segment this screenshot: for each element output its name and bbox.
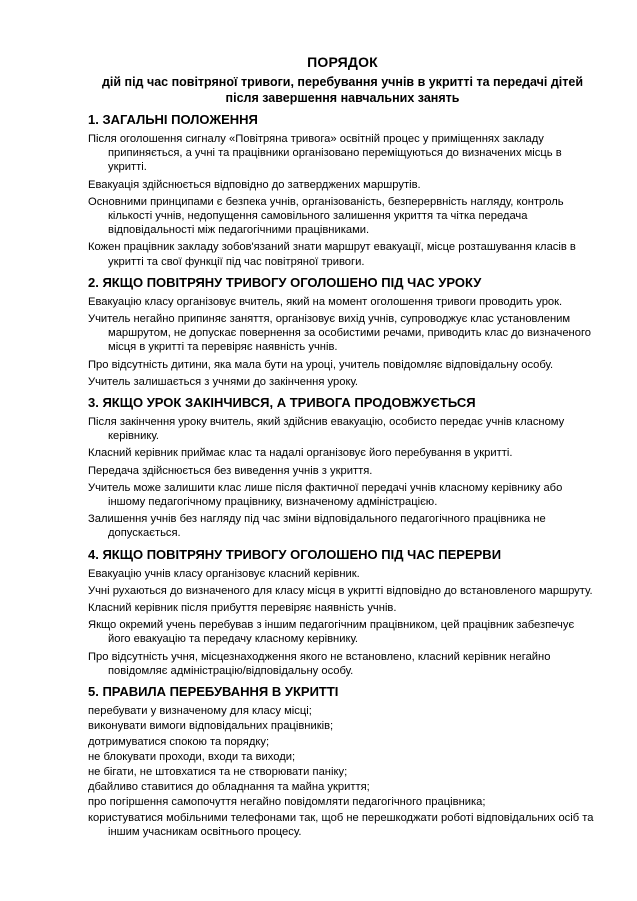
list-item: дбайливо ставитися до обладнання та майна укриття;	[88, 781, 370, 794]
section-general-provisions	[88, 112, 597, 269]
list-item: користуватися мобільними телефонами так, щоб не перешкоджати роботі відповідальних осіб та іншим учасникам освітнього процесу.	[88, 811, 594, 838]
document-subtitle: дій під час повітряної тривоги, перебування учнів в укритті та передачі дітей після завершення навчальних занять	[101, 75, 584, 105]
section-heading: 5. ПРАВИЛА ПЕРЕБУВАННЯ В УКРИТТІ	[88, 684, 339, 700]
list-item: дотримуватися спокою та порядку;	[88, 735, 270, 748]
paragraph: Про відсутність учня, місцезнаходження якого не встановлено, класний керівник негайно повідомляє адміністрацію/відповідальну особу.	[88, 650, 551, 677]
section-shelter-rules	[88, 684, 597, 839]
paragraph: Учні рухаються до визначеного для класу місця в укритті відповідно до встановленого маршруту.	[88, 584, 593, 597]
list-item: не блокувати проходи, входи та виходи;	[88, 750, 296, 763]
section-heading: 4. ЯКЩО ПОВІТРЯНУ ТРИВОГУ ОГОЛОШЕНО ПІД ЧАС ПЕРЕРВИ	[88, 546, 502, 562]
section-heading: 3. ЯКЩО УРОК ЗАКІНЧИВСЯ, А ТРИВОГА ПРОДОВЖУЄТЬСЯ	[88, 395, 476, 411]
list-item: не бігати, не штовхатися та не створювати паніку;	[88, 765, 348, 778]
paragraph: Після оголошення сигналу «Повітряна тривога» освітній процес у приміщеннях закладу припиняється, а учні та працівники організовано переміщуються до визначених місць в укритті.	[88, 133, 562, 174]
paragraph: Якщо окремий учень перебував з іншим педагогічним працівником, цей працівник забезпечує його евакуацію та передачу класному керівнику.	[88, 619, 575, 646]
paragraph: Класний керівник після прибуття перевіряє наявність учнів.	[88, 602, 397, 615]
paragraph: Учитель негайно припиняє заняття, організовує вихід учнів, супроводжує клас установленим маршрутом, не допускає повернення за особистими речами, приводить клас до визначеного місця в укритті та перевіряє наявність учнів.	[88, 313, 592, 354]
paragraph: Учитель залишається з учнями до закінчення уроку.	[88, 375, 359, 388]
paragraph: Основними принципами є безпека учнів, організованість, безперервність нагляду, контроль кількості учнів, недопущення самовільного залишення укриття та чітка передача відповідальності між педагогічними працівниками.	[88, 195, 564, 237]
list-item: про погіршення самопочуття негайно повідомляти педагогічного працівника;	[88, 796, 486, 809]
paragraph: Кожен працівник закладу зобов'язаний знати маршрут евакуації, місце розташування класів в укритті та свої функції під час повітряної тривоги.	[88, 241, 576, 268]
section-heading: 1. ЗАГАЛЬНІ ПОЛОЖЕННЯ	[88, 112, 258, 127]
section-alarm-during-lesson	[88, 275, 597, 389]
paragraph: Евакуація здійснюється відповідно до затверджених маршрутів.	[88, 178, 421, 191]
paragraph: Евакуацію класу організовує вчитель, який на момент оголошення тривоги проводить урок.	[88, 295, 563, 308]
list-item: перебувати у визначеному для класу місці;	[88, 705, 312, 718]
section-alarm-during-break	[88, 547, 597, 678]
paragraph: Залишення учнів без нагляду під час зміни відповідального педагогічного працівника не допускається.	[88, 513, 546, 540]
section-lesson-ended-alarm-continues	[88, 395, 597, 541]
paragraph: Учитель може залишити клас лише після фактичної передачі учнів класному керівнику або іншому педагогічному працівнику, визначеному адміністрацією.	[88, 481, 563, 509]
list-item: виконувати вимоги відповідальних працівників;	[88, 720, 334, 733]
paragraph: Про відсутність дитини, яка мала бути на уроці, учитель повідомляє відповідальну особу.	[88, 358, 554, 371]
paragraph: Передача здійснюється без виведення учнів з укриття.	[88, 464, 373, 477]
document-title: ПОРЯДОК	[307, 54, 378, 70]
paragraph: Після закінчення уроку вчитель, який здійснив евакуацію, особисто передає учнів класному керівнику.	[88, 416, 565, 443]
paragraph: Класний керівник приймає клас та надалі організовує його перебування в укритті.	[88, 447, 513, 460]
section-heading: 2. ЯКЩО ПОВІТРЯНУ ТРИВОГУ ОГОЛОШЕНО ПІД ЧАС УРОКУ	[88, 274, 482, 290]
paragraph: Евакуацію учнів класу організовує класний керівник.	[88, 567, 360, 580]
